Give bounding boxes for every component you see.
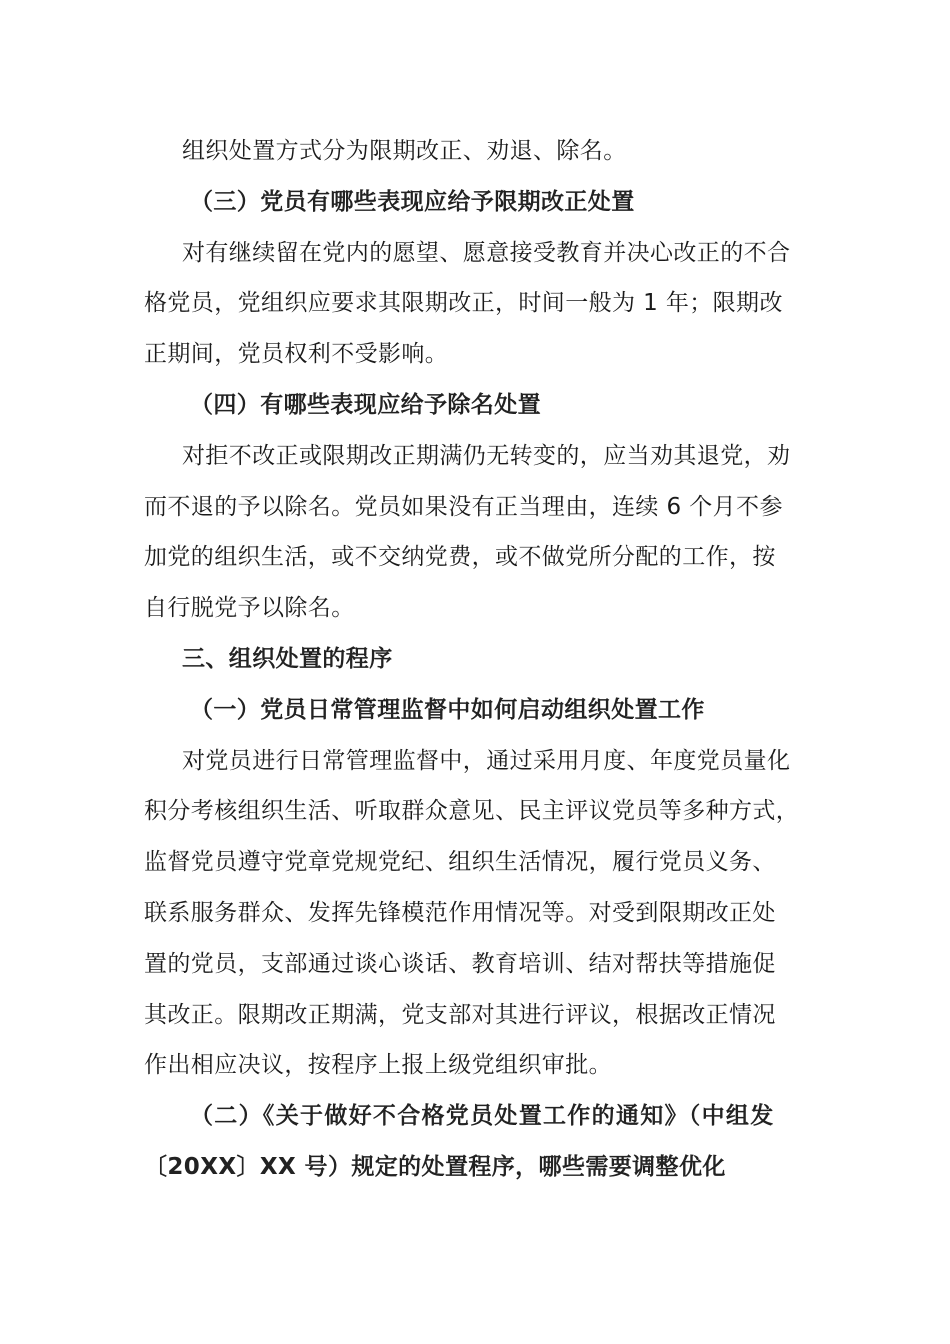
subheading-4: （四）有哪些表现应给予除名处置 (190, 391, 541, 418)
body-text-line: 自行脱党予以除名。 (144, 595, 355, 622)
body-text-line: 加党的组织生活，或不交纳党费，或不做党所分配的工作，按 (144, 544, 776, 571)
body-text-line: 积分考核组织生活、听取群众意见、民主评议党员等多种方式， (144, 798, 800, 825)
subheading-3: （三）党员有哪些表现应给予限期改正处置 (190, 188, 635, 215)
body-text-line: 其改正。限期改正期满，党支部对其进行评议，根据改正情况 (144, 1001, 776, 1028)
document-body (144, 126, 820, 1193)
body-text-line: 格党员，党组织应要求其限期改正，时间一般为 1 年；限期改 (144, 290, 783, 317)
subheading-1: （一）党员日常管理监督中如何启动组织处置工作 (190, 696, 705, 723)
body-text-line: 对有继续留在党内的愿望、愿意接受教育并决心改正的不合 (182, 239, 791, 266)
body-text-line: 组织处置方式分为限期改正、劝退、除名。 (182, 138, 627, 164)
body-text-line: 监督党员遵守党章党规党纪、组织生活情况，履行党员义务、 (144, 849, 776, 876)
body-text-line: 对拒不改正或限期改正期满仍无转变的，应当劝其退党，劝 (182, 442, 791, 469)
body-text-line: 置的党员，支部通过谈心谈话、教育培训、结对帮扶等措施促 (144, 950, 776, 977)
section-heading-3: 三、组织处置的程序 (182, 645, 393, 672)
body-text-line: 正期间，党员权利不受影响。 (144, 341, 449, 368)
body-text-line: 联系服务群众、发挥先锋模范作用情况等。对受到限期改正处 (144, 899, 776, 926)
body-text-line: 作出相应决议，按程序上报上级党组织审批。 (144, 1052, 612, 1079)
body-text-line: 而不退的予以除名。党员如果没有正当理由，连续 6 个月不参 (144, 493, 783, 520)
subheading-2: （二）《关于做好不合格党员处置工作的通知》（中组发 (190, 1103, 775, 1130)
subheading-2-continuation: 〔20XX〕XX 号）规定的处置程序，哪些需要调整优化 (144, 1153, 726, 1180)
body-text-line: 对党员进行日常管理监督中，通过采用月度、年度党员量化 (182, 747, 791, 774)
